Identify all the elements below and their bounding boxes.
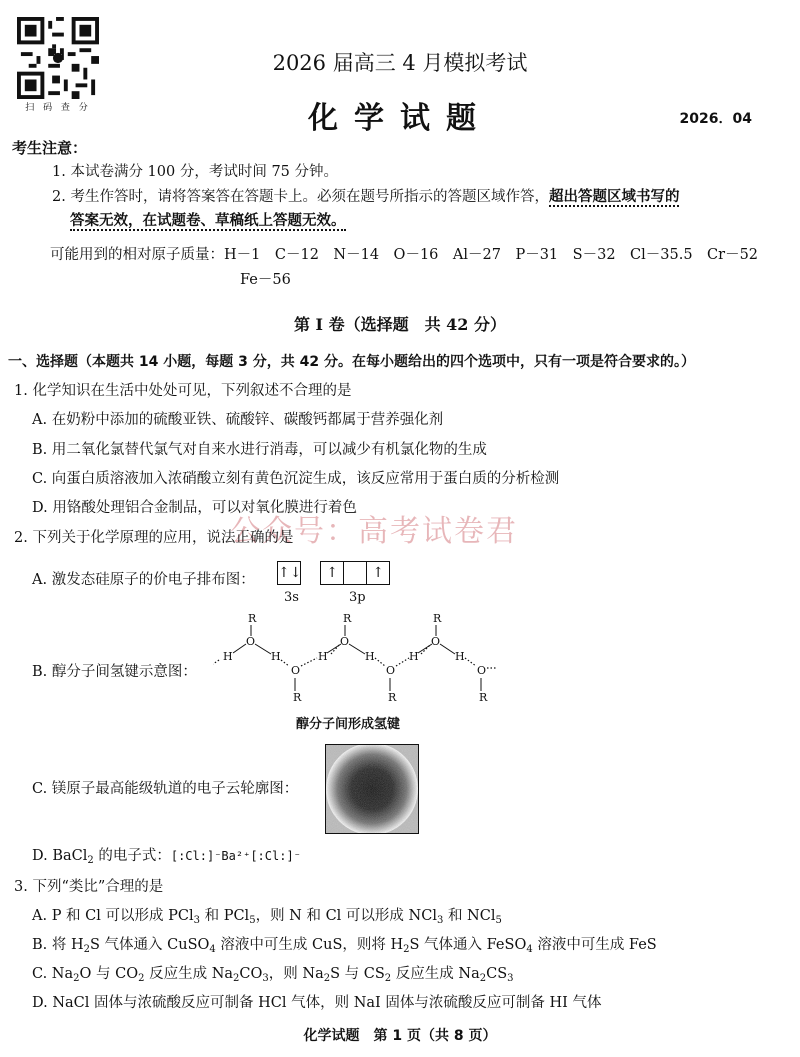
q3-c-part: S 与 CS [330,966,385,982]
q3-c-part: CO [239,966,263,982]
subject-title: 化学试题 [308,101,492,136]
q3-a-part: 和 PCl [199,908,250,924]
section-title: 第 I 卷（选择题 共 42 分） [293,315,507,334]
notice-item-2 [52,187,679,207]
q2-option-c: C. 镁原子最高能级轨道的电子云轮廓图： [32,781,299,797]
hb-o-2: O [291,664,301,677]
atomic-mass-line [50,245,758,265]
q3-c-sub: 2 [233,973,240,984]
hb-h-5: H [409,650,419,663]
exam-date: 2026．04 [679,111,752,127]
hb-o-6: O [477,664,487,677]
q3-c-sub: 2 [384,973,392,984]
hydrogen-bond-caption: 醇分子间形成氢键 [296,717,401,732]
q1-option-d: D. 用铬酸处理铝合金制品，可以对氧化膜进行着色 [32,500,357,516]
q3-c-sub: 2 [323,973,331,984]
orbital-box-3p-2 [344,561,367,585]
q3-c-part: 反应生成 Na [391,966,480,982]
q3-c-part: O 与 CO [79,966,139,982]
q3-a-part: A. P 和 Cl 可以形成 PCl [32,908,194,924]
q3-option-b [32,935,657,960]
q2-option-a: A. 激发态硅原子的价电子排布图： [32,572,255,588]
hydrogen-bond-diagram [213,608,496,730]
q3-option-c [32,964,514,989]
hb-r-1: R [248,612,257,625]
q3-a-sub: 5 [249,915,256,926]
hb-r-6: R [479,691,488,704]
notice-heading: 考生注意： [12,139,88,157]
notice-item-2-cont [70,211,346,231]
q3-option-d: D. NaCl 固体与浓硫酸反应可制备 HCl 气体，则 NaI 固体与浓硫酸反应可制备 HI 气体 [32,995,602,1011]
hb-r-3: R [343,612,352,625]
orbital-box-3s: ↑↓ [277,561,301,585]
electron-cloud-image [325,744,419,834]
exam-title: 2026 届高三 4 月模拟考试 [272,51,528,75]
q3-c-part: 反应生成 Na [144,966,234,982]
orbital-label-3s: 3s [284,590,299,605]
q3-a-part: 和 NCl [443,908,496,924]
hb-h-1: H [223,650,233,663]
orbital-box-3p-3: ↑ [367,561,390,585]
hb-o-4: O [386,664,396,677]
hb-h-2: H [271,650,281,663]
q3-b-part: B. 将 H [32,937,84,953]
q3-a-sub: 3 [436,915,444,926]
q3-b-part: 溶液中可生成 CuS，则将 H [215,937,404,953]
q2-option-d-text: D. BaCl [32,848,88,864]
q3-c-sub: 3 [262,973,269,984]
hb-h-6: H [455,650,465,663]
qr-caption: 扫 码 查 分 [25,103,91,113]
q3-b-sub: 4 [526,944,533,955]
notice-emphasis-1: 超出答题区域书写的 [548,189,680,205]
hb-h-4: H [365,650,375,663]
electron-cloud-graphic [326,745,418,833]
q3-a-sub: 5 [495,915,502,926]
q3-c-part: CS [486,966,508,982]
q2-option-d-sub: 2 [87,855,94,866]
q2-stem: 2. 下列关于化学原理的应用，说法正确的是 [14,530,294,546]
page-footer: 化学试题 第 1 页（共 8 页） [303,1028,497,1044]
hb-r-5: R [433,612,442,625]
q3-b-part: 溶液中可生成 FeS [532,937,657,953]
hb-r-2: R [293,691,302,704]
q3-a-sub: 3 [193,915,200,926]
q3-b-part: S 气体通入 CuSO [90,937,210,953]
q3-b-sub: 2 [403,944,410,955]
q3-c-part: ，则 Na [268,966,324,982]
q1-stem: 1. 化学知识在生活中处处可见，下列叙述不合理的是 [14,383,352,399]
atomic-mass-values: H－1 C－12 N－14 O－16 Al－27 P－31 S－32 Cl－35.5 Cr－52 [224,247,759,263]
q2-option-d [32,846,301,871]
notice-item-2-text: 2. 考生作答时，请将答案答在答题卡上。必须在题号所指示的答题区域作答， [52,189,549,205]
hb-h-3: H [318,650,328,663]
q3-c-sub: 3 [507,973,514,984]
orbital-box-3p-1: ↑ [320,561,344,585]
atomic-mass-values-2: Fe－56 [240,272,291,288]
hb-o-5: O [431,635,441,648]
q3-c-part: C. Na [32,966,74,982]
q3-c-sub: 2 [479,973,487,984]
q1-option-b: B. 用二氧化氯替代氯气对自来水进行消毒，可以减少有机氯化物的生成 [32,442,487,458]
q3-a-part: ，则 N 和 Cl 可以形成 NCl [255,908,437,924]
q2-option-d-rest: 的电子式： [93,848,171,864]
q3-stem: 3. 下列“类比”合理的是 [14,879,164,895]
orbital-diagram [277,561,390,585]
q3-c-sub: 2 [73,973,80,984]
orbital-label-3p: 3p [349,590,366,605]
hb-o-3: O [340,635,350,648]
q2-option-b: B. 醇分子间氢键示意图： [32,664,197,680]
hb-r-4: R [388,691,397,704]
q3-option-a [32,906,502,931]
notice-item-1: 1. 本试卷满分 100 分，考试时间 75 分钟。 [52,164,339,180]
q3-b-sub: 4 [209,944,216,955]
q3-c-sub: 2 [138,973,145,984]
section-instruction: 一、选择题（本题共 14 小题，每题 3 分，共 42 分。在每小题给出的四个选项中，只有一项是符合要求的。） [8,354,695,370]
q3-b-part: S 气体通入 FeSO [409,937,527,953]
q1-option-c: C. 向蛋白质溶液加入浓硝酸立刻有黄色沉淀生成，该反应常用于蛋白质的分析检测 [32,471,560,487]
bacl2-electron-formula: [:Cl:]⁻Ba²⁺[:Cl:]⁻ [170,849,301,863]
atomic-mass-label: 可能用到的相对原子质量： [50,247,224,263]
notice-emphasis-2: 答案无效，在试题卷、草稿纸上答题无效。 [70,213,346,229]
q1-option-a: A. 在奶粉中添加的硫酸亚铁、硫酸锌、碳酸钙都属于营养强化剂 [32,412,444,428]
q3-b-sub: 2 [83,944,91,955]
hb-o-1: O [246,635,256,648]
watermark: 公众号：高考试卷君 [230,514,518,549]
